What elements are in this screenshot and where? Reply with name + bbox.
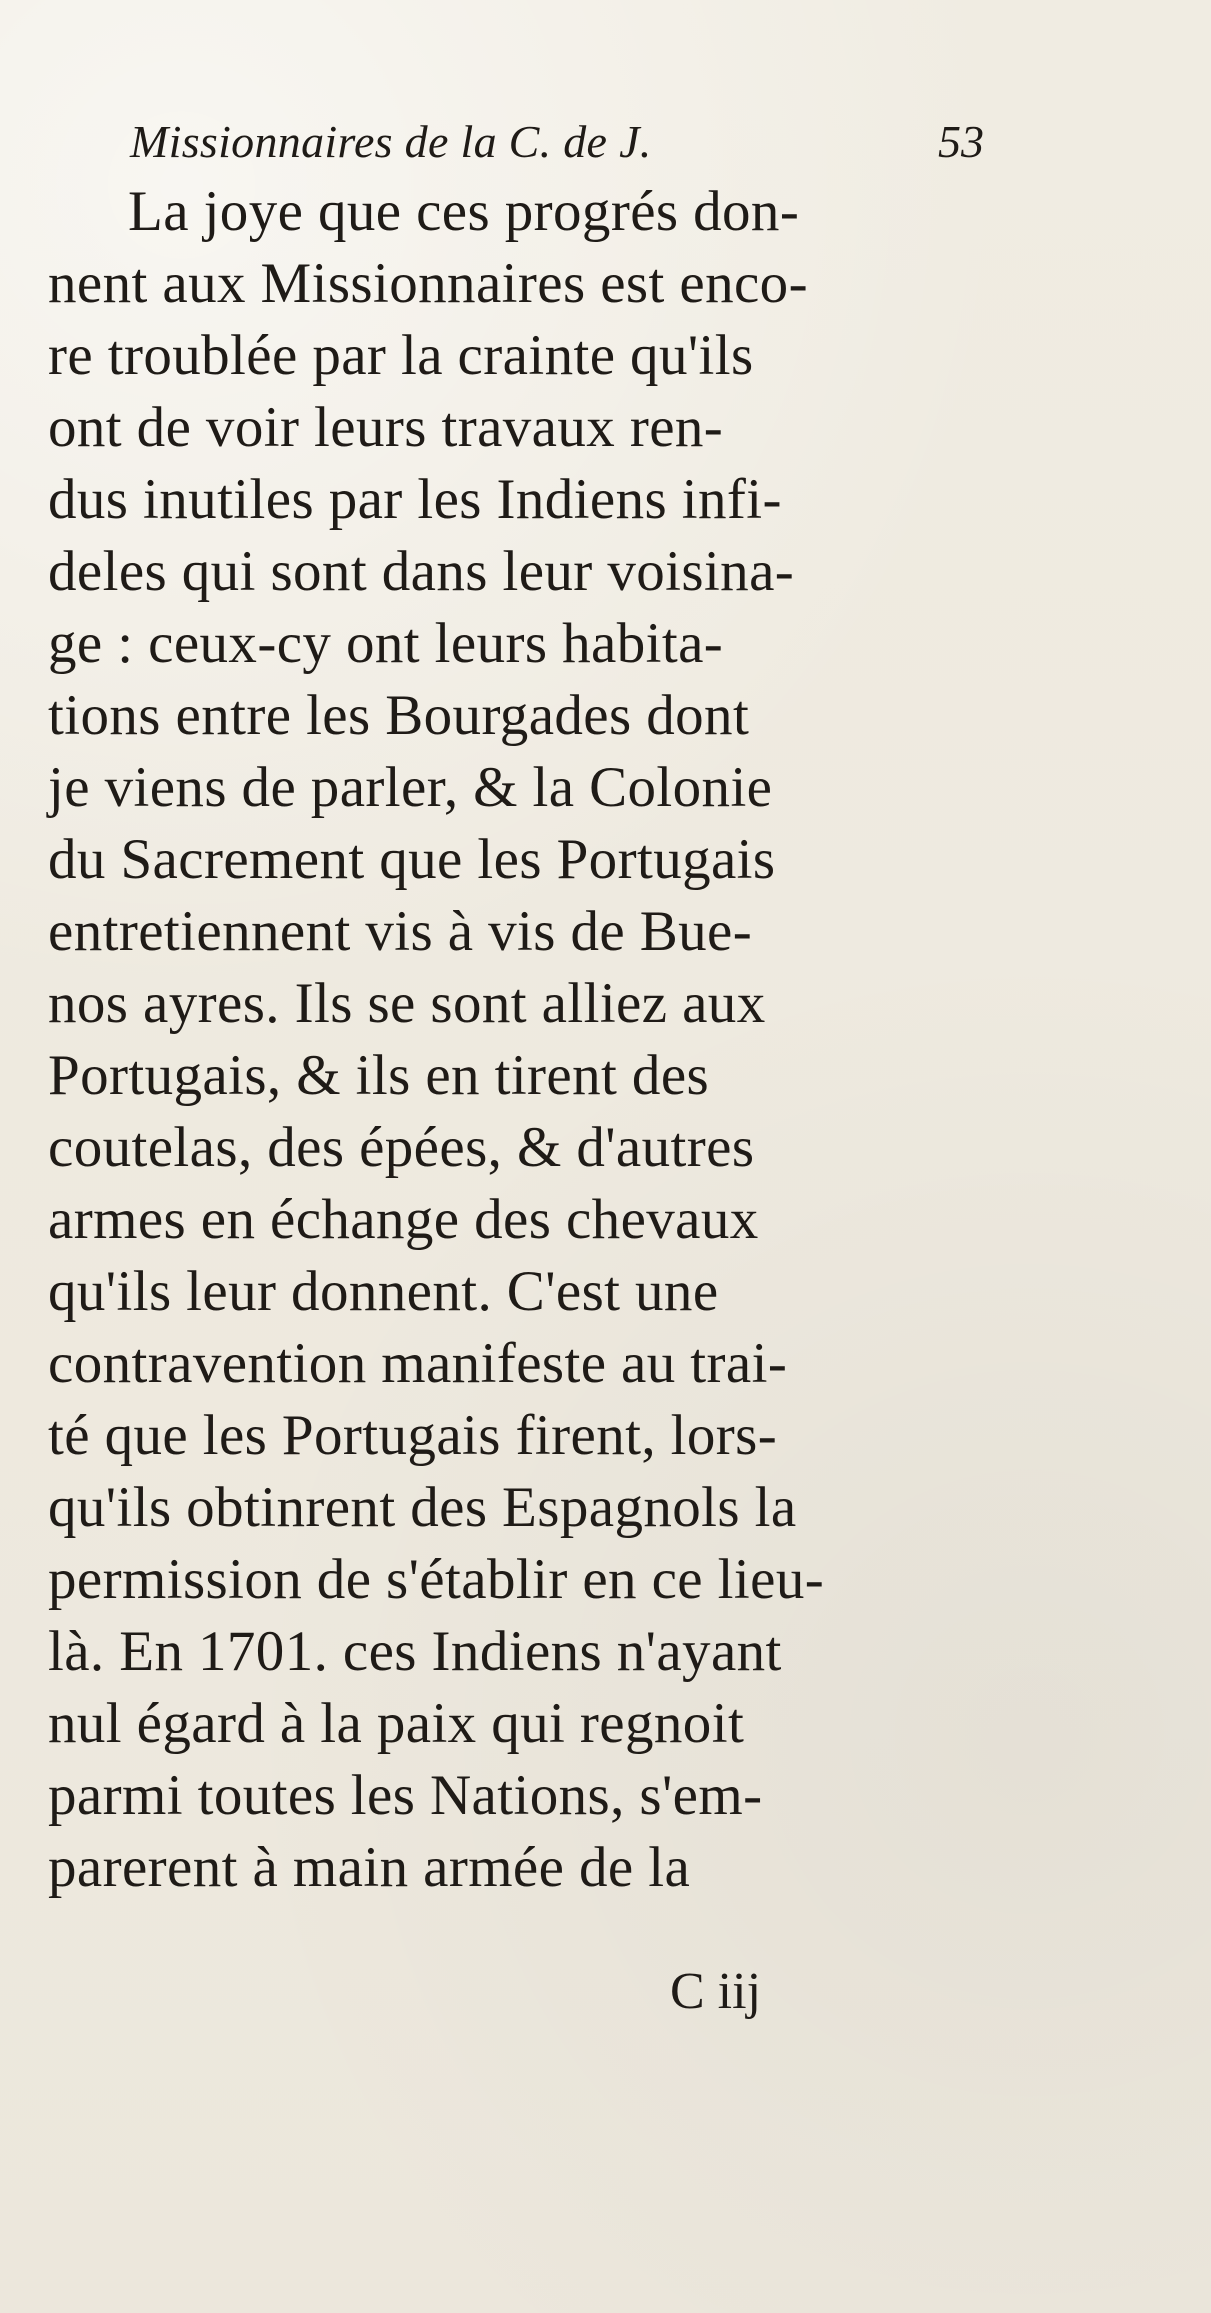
text-line: Portugais, & ils en tirent des bbox=[48, 1044, 710, 1107]
page-number: 53 bbox=[938, 116, 984, 167]
text-line: parmi toutes les Nations, s'em- bbox=[48, 1764, 763, 1827]
text-line: ge : ceux-cy ont leurs habita- bbox=[48, 612, 724, 675]
text-line: qu'ils leur donnent. C'est une bbox=[48, 1260, 719, 1323]
text-line: qu'ils obtinrent des Espagnols la bbox=[48, 1476, 797, 1539]
text-line: parerent à main armée de la bbox=[48, 1836, 691, 1899]
text-line: permission de s'établir en ce lieu- bbox=[48, 1548, 825, 1611]
signature-mark: C iij bbox=[670, 1963, 762, 2020]
text-line: La joye que ces progrés don- bbox=[128, 180, 800, 243]
text-line: té que les Portugais firent, lors- bbox=[48, 1404, 778, 1467]
text-line: nent aux Missionnaires est enco- bbox=[48, 252, 808, 315]
text-line: nos ayres. Ils se sont alliez aux bbox=[48, 972, 766, 1035]
text-line: ont de voir leurs travaux ren- bbox=[48, 396, 724, 459]
text-line: contravention manifeste au trai- bbox=[48, 1332, 788, 1395]
text-line: re troublée par la crainte qu'ils bbox=[48, 324, 754, 387]
text-line: je viens de parler, & la Colonie bbox=[48, 756, 773, 819]
text-line: coutelas, des épées, & d'autres bbox=[48, 1116, 755, 1179]
text-line: nul égard à la paix qui regnoit bbox=[48, 1692, 745, 1755]
text-line: deles qui sont dans leur voisina- bbox=[48, 540, 795, 603]
text-line: dus inutiles par les Indiens infi- bbox=[48, 468, 782, 531]
text-line: entretiennent vis à vis de Bue- bbox=[48, 900, 753, 963]
text-line: tions entre les Bourgades dont bbox=[48, 684, 750, 747]
body-text bbox=[48, 180, 988, 2000]
text-line: armes en échange des chevaux bbox=[48, 1188, 759, 1251]
text-line: là. En 1701. ces Indiens n'ayant bbox=[48, 1620, 782, 1683]
running-title: Missionnaires de la C. de J. bbox=[130, 116, 652, 167]
text-line: du Sacrement que les Portugais bbox=[48, 828, 776, 891]
